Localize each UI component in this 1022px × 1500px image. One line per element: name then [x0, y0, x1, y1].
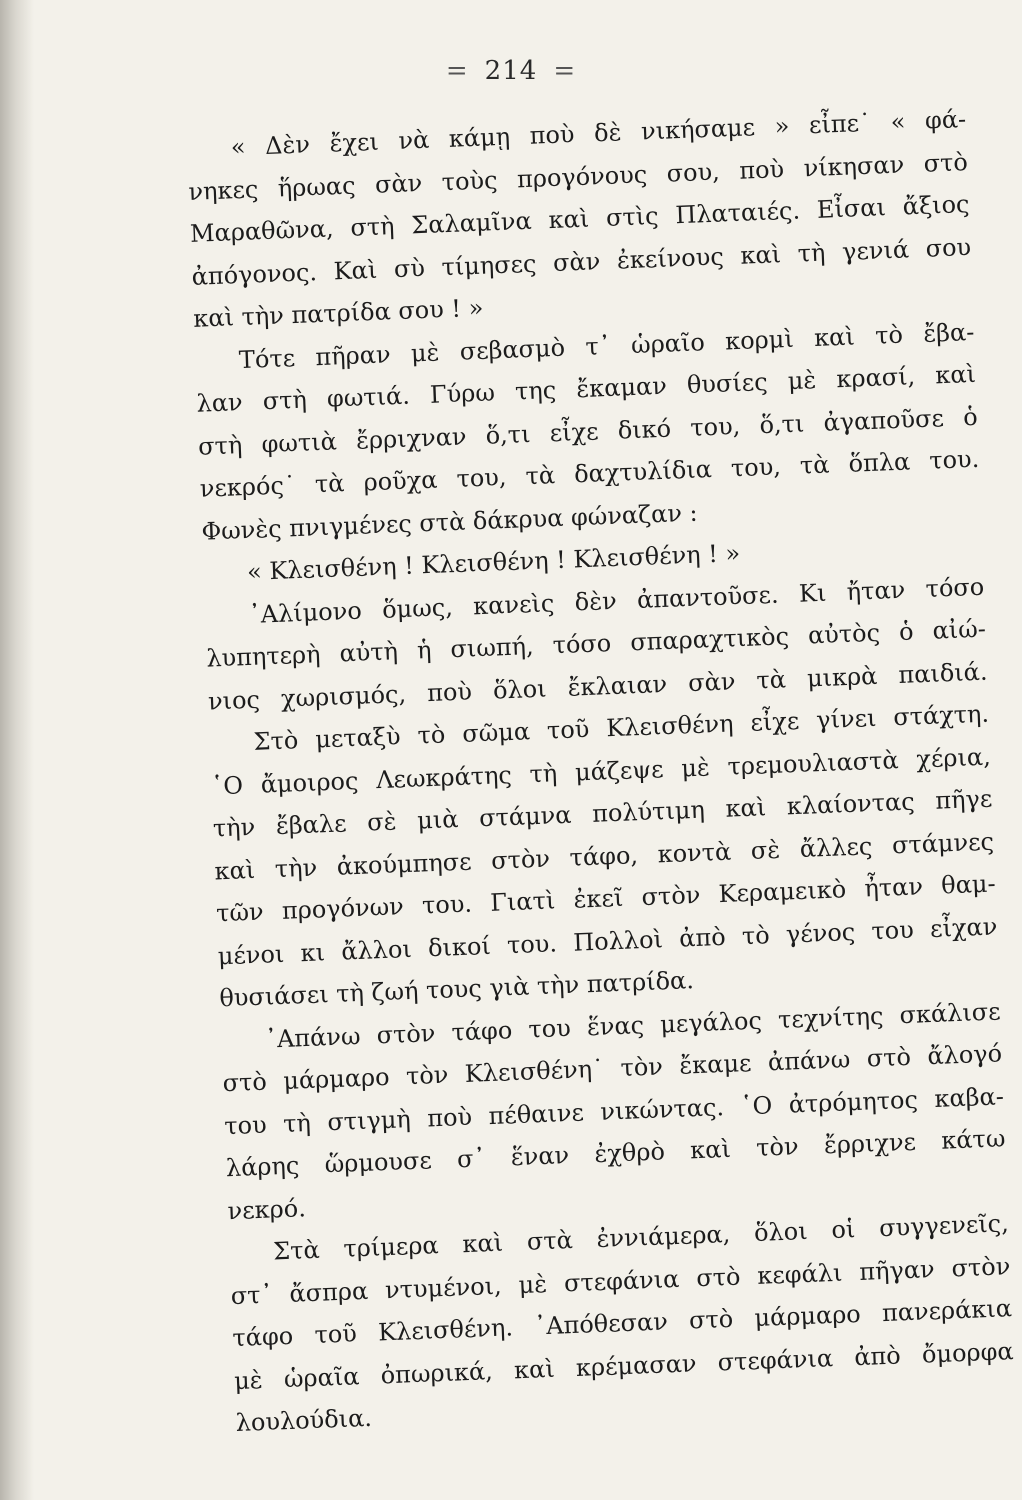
text-line: στὴ φωτιὰ ἔρριχναν ὅ,τι εἶχε δικό του, ὅ,τι ἀγαποῦσε ὁ: [197, 402, 979, 461]
page-header: [0, 56, 1022, 86]
text-line: καὶ τὴν ἀκούμπησε στὸν τάφο, κοντὰ σὲ ἄλλες στάμνες: [214, 827, 995, 885]
text-line: λουλούδια.: [235, 1403, 373, 1438]
text-line: Φωνὲς πνιγμένες στὰ δάκρυα φώναζαν :: [200, 498, 699, 546]
text-line: ᾽Αλίμονο ὅμως, κανεὶς δὲν ἀπαντοῦσε. Κι ἤταν τόσο: [248, 572, 985, 629]
text-line: Τότε πῆραν μὲ σεβασμὸ τ᾽ ὡραῖο κορμὶ καὶ τὸ ἔβα-: [238, 317, 975, 374]
text-line: τάφο τοῦ Κλεισθένη. ᾽Απόθεσαν στὸ μάρμαρο πανεράκια: [231, 1294, 1013, 1353]
text-line: ᾽Απάνω στὸν τάφο του ἕνας μεγάλος τεχνίτης σκάλισε: [264, 996, 1002, 1054]
text-line: νιος χωρισμός, ποὺ ὅλοι ἔκλαιαν σὰν τὰ μικρὰ παιδιά.: [207, 657, 988, 716]
text-line: του τὴ στιγμὴ ποὺ πέθαινε νικώντας. ῾Ο ἀτρόμητος καβα-: [223, 1081, 1005, 1140]
text-line: νηκες ἥρωας σὰν τοὺς προγόνους σου, ποὺ νίκησαν στὸ: [187, 147, 969, 206]
text-line: καὶ τὴν πατρίδα σου ! »: [192, 293, 484, 333]
text-line: μένοι κι ἄλλοι δικοί του. Πολλοὶ ἀπὸ τὸ γένος του εἶχαν: [217, 911, 998, 970]
text-line: νεκρός˙ τὰ ροῦχα του, τὰ δαχτυλίδια του, τὰ ὅπλα του.: [199, 444, 980, 503]
text-line: Στὸ μεταξὺ τὸ σῶμα τοῦ Κλεισθένη εἶχε γίνει στάχτη.: [253, 699, 990, 756]
text-line: τὴν ἔβαλε σὲ μιὰ στάμνα πολύτιμη καὶ κλαίοντας πῆγε: [212, 784, 993, 843]
text-line: λυπητερὴ αὐτὴ ἡ σιωπή, τόσο σπαραχτικὸς αὐτὸς ὁ αἰώ-: [205, 614, 987, 673]
text-line: ῾Ο ἄμοιρος Λεωκράτης τὴ μάζεψε μὲ τρεμουλιαστὰ χέρια,: [210, 742, 992, 801]
text-line: μὲ ὡραῖα ὀπωρικά, καὶ κρέμασαν στεφάνια ἀπὸ ὄμορφα: [233, 1336, 1015, 1395]
text-line: θυσιάσει τὴ ζωή τους γιὰ τὴν πατρίδα.: [218, 966, 695, 1013]
text-line: στὸ μάρμαρο τὸν Κλεισθένη˙ τὸν ἔκαμε ἀπάνω στὸ ἄλογό: [222, 1039, 1003, 1098]
text-line: ἀπόγονος. Καὶ σὺ τίμησες σὰν ἐκείνους καὶ τὴ γενιά σου: [191, 232, 972, 291]
text-line: Στὰ τρίμερα καὶ στὰ ἐννιάμερα, ὅλοι οἱ συγγενεῖς,: [272, 1209, 1010, 1266]
text-line: τῶν προγόνων του. Γιατὶ ἐκεῖ στὸν Κεραμεικὸ ἦταν θαμ-: [215, 869, 997, 928]
text-line: λαν στὴ φωτιά. Γύρω της ἔκαμαν θυσίες μὲ κρασί, καὶ: [196, 359, 977, 418]
text-line: στ᾽ ἄσπρα ντυμένοι, μὲ στεφάνια στὸ κεφάλι πῆγαν στὸν: [230, 1251, 1011, 1310]
text-line: « Δὲν ἔχει νὰ κάμῃ ποὺ δὲ νικήσαμε » εἶπε˙ « φά-: [230, 105, 967, 162]
body-text: [186, 98, 1016, 1444]
page-number: 214: [484, 56, 538, 86]
page-gutter-shadow: [0, 0, 34, 1500]
text-line: νεκρό.: [227, 1193, 307, 1225]
text-line: Μαραθῶνα, στὴ Σαλαμῖνα καὶ στὶς Πλαταιές. Εἶσαι ἄξιος: [189, 189, 970, 248]
text-line: λάρης ὥρμουσε σ᾽ ἕναν ἐχθρὸ καὶ τὸν ἔρριχνε κάτω: [225, 1124, 1006, 1183]
text-line: « Κλεισθένη ! Κλεισθένη ! Κλεισθένη ! »: [246, 539, 741, 586]
header-dash-left: =: [445, 56, 469, 86]
header-dash-right: =: [553, 56, 577, 86]
